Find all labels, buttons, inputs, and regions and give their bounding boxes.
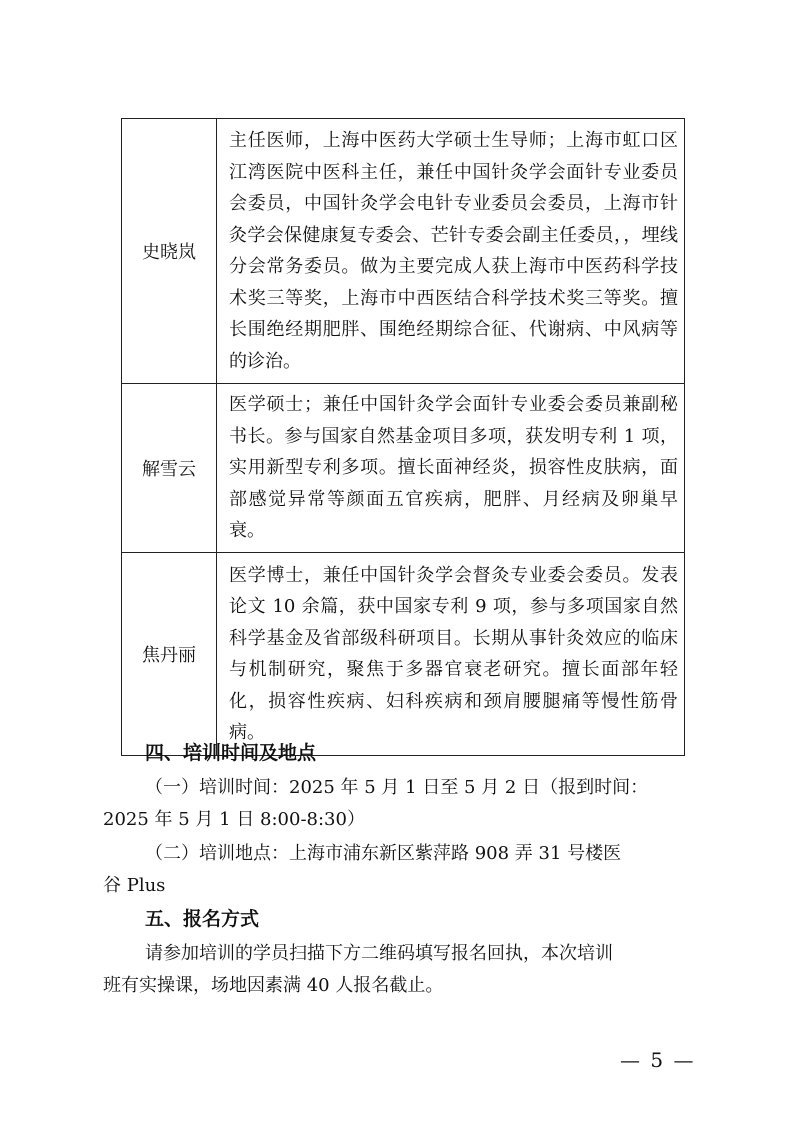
section-heading-training-time-place: 四、培训时间及地点 bbox=[145, 742, 317, 764]
expert-description: 主任医师，上海中医药大学硕士生导师；上海市虹口区江湾医院中医科主任，兼任中国针灸学会面针专业委员会委员，中国针灸学会电针专业委员会委员，上海市针灸学会保健康复专委会、芒针专委会副主任委员，，埋线分会常务委员。做为主要完成人获上海市中医药科学技术奖三等奖，上海市中西医结合科学技术奖三等奖。擅长围绝经期肥胖、围绝经期综合征、代谢病、中风病等的诊治。 bbox=[217, 119, 685, 384]
table-row bbox=[122, 553, 685, 756]
training-time-line: （一）培训时间：2025 年 5 月 1 日至 5 月 2 日（报到时间： bbox=[145, 777, 649, 798]
registration-line: 请参加培训的学员扫描下方二维码填写报名回执，本次培训 bbox=[145, 943, 613, 964]
table-row bbox=[122, 119, 685, 384]
expert-name: 焦丹丽 bbox=[122, 553, 217, 756]
section-heading-registration: 五、报名方式 bbox=[145, 908, 260, 930]
registration-line-cont: 班有实操课，场地因素满 40 人报名截止。 bbox=[103, 975, 444, 996]
expert-description: 医学硕士；兼任中国针灸学会面针专业委会委员兼副秘书长。参与国家自然基金项目多项，获发明专利 1 项，实用新型专利多项。擅长面神经炎，损容性皮肤病，面部感觉异常等颜面五官疾病，肥胖、月经病及卵巢早衰。 bbox=[217, 384, 685, 553]
training-time-line-cont: 2025 年 5 月 1 日 8:00-8:30） bbox=[103, 809, 365, 830]
expert-name: 解雪云 bbox=[122, 384, 217, 553]
expert-name: 史晓岚 bbox=[122, 119, 217, 384]
table-row bbox=[122, 384, 685, 553]
page-number: — 5 — bbox=[620, 1048, 696, 1072]
expert-description: 医学博士，兼任中国针灸学会督灸专业委会委员。发表论文 10 余篇，获中国家专利 9 项，参与多项国家自然科学基金及省部级科研项目。长期从事针灸效应的临床与机制研究，聚焦于多器官衰老研究。擅长面部年轻化，损容性疾病、妇科疾病和颈肩腰腿痛等慢性筋骨病。 bbox=[217, 553, 685, 756]
training-place-line-cont: 谷 Plus bbox=[103, 875, 166, 896]
training-place-line: （二）培训地点：上海市浦东新区紫萍路 908 弄 31 号楼医 bbox=[145, 843, 622, 864]
experts-table bbox=[121, 118, 685, 756]
